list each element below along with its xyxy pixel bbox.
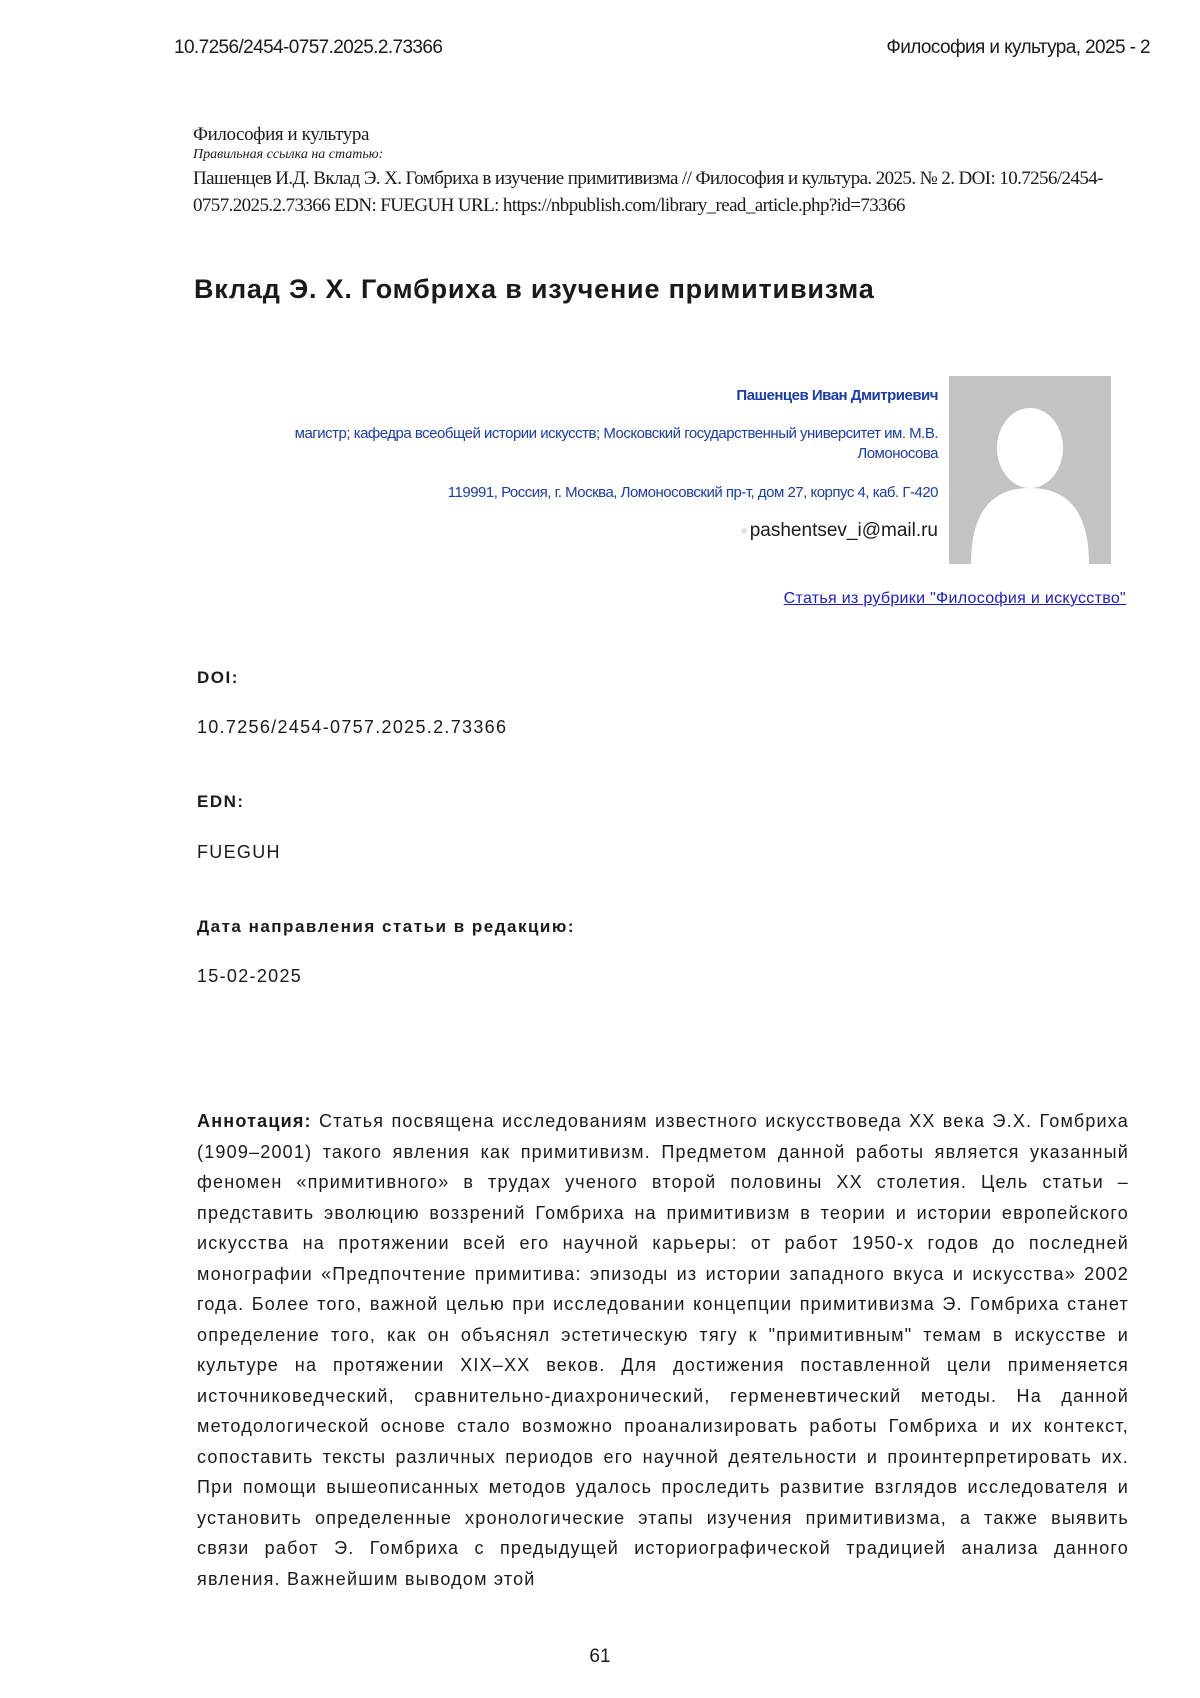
- email-icon: [741, 528, 747, 534]
- author-name: Пашенцев Иван Дмитриевич: [238, 387, 938, 404]
- author-affiliation: магистр; кафедра всеобщей истории искусств; Московский государственный университет им. М.В. Ломоносова: [238, 424, 938, 464]
- submission-date-label: Дата направления статьи в редакцию:: [197, 917, 575, 937]
- citation-text: Пашенцев И.Д. Вклад Э. Х. Гомбриха в изучение примитивизма // Философия и культура. 2025. № 2. DOI: 10.7256/2454-0757.2025.2.73366 EDN: FUEGUH URL: https://nbpublish.com/library_read_article.php?id=73366: [193, 165, 1153, 219]
- running-header-journal-issue: Философия и культура, 2025 - 2: [886, 37, 1150, 59]
- abstract-text: Статья посвящена исследованиям известного искусствоведа XX века Э.Х. Гомбриха (1909–2001) такого явления как примитивизм. Предметом данной работы является указанный феномен «примитивного» в трудах ученого второй половины XX столетия. Цель статьи – представить эволюцию воззрений Гомбриха на примитивизм в теории и истории европейского искусства на протяжении всей его научной карьеры: от работ 1950-х годов до последней монографии «Предпочтение примитива: эпизоды из истории западного вкуса и искусства» 2002 года. Более того, важной целью при исследовании концепции примитивизма Э. Гомбриха станет определение того, как он объяснял эстетическую тягу к "примитивным" темам в искусстве и культуре на протяжении XIX–XX веков. Для достижения поставленной цели применяется источниковедческий, сравнительно-диахронический, герменевтический методы. На данной методологической основе стало возможно проанализировать работы Гомбриха и их контекст, сопоставить тексты различных периодов его научной деятельности и проинтерпретировать их. При помощи вышеописанных методов удалось проследить развитие взглядов исследователя и установить определенные хронологические этапы изучения примитивизма, а также выявить связи работ Э. Гомбриха с предыдущей историографической традицией анализа данного явления. Важнейшим выводом этой: [197, 1111, 1129, 1589]
- doi-value: 10.7256/2454-0757.2025.2.73366: [197, 717, 507, 738]
- author-info: [238, 387, 938, 542]
- citation-block: [193, 124, 1153, 219]
- author-address: 119991, Россия, г. Москва, Ломоносовский пр-т, дом 27, корпус 4, каб. Г-420: [238, 484, 938, 501]
- doi-label: DOI:: [197, 668, 239, 688]
- avatar-placeholder-icon: [949, 376, 1111, 564]
- author-email-line: [238, 520, 938, 542]
- rubric-link[interactable]: Статья из рубрики "Философия и искусство": [784, 590, 1126, 608]
- citation-label: Правильная ссылка на статью:: [193, 147, 1153, 163]
- running-header-doi: 10.7256/2454-0757.2025.2.73366: [174, 37, 442, 59]
- abstract-label: Аннотация:: [197, 1111, 312, 1131]
- author-avatar: [949, 376, 1111, 564]
- article-title: Вклад Э. Х. Гомбриха в изучение примитивизма: [194, 274, 875, 305]
- abstract: [197, 1106, 1129, 1594]
- edn-label: EDN:: [197, 792, 245, 812]
- submission-date-value: 15-02-2025: [197, 966, 302, 987]
- page-number: 61: [0, 1646, 1200, 1668]
- edn-value: FUEGUH: [197, 842, 281, 863]
- author-email[interactable]: pashentsev_i@mail.ru: [750, 520, 938, 541]
- journal-name: Философия и культура: [193, 124, 1153, 146]
